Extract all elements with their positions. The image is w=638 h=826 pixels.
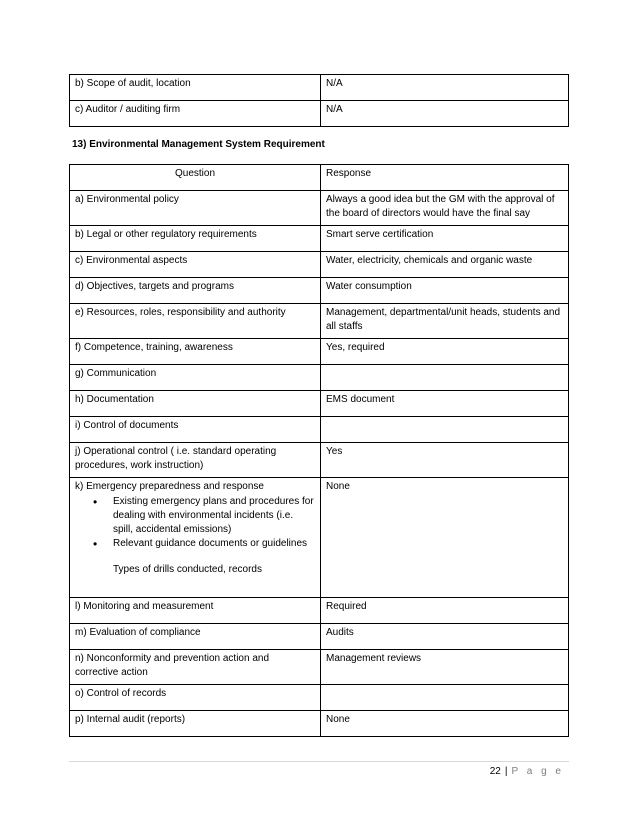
ems-requirement-table: [69, 164, 569, 737]
table-row: [70, 252, 569, 278]
table-row: [70, 391, 569, 417]
table-row: [70, 624, 569, 650]
question-cell: [70, 478, 321, 598]
table-row: [70, 278, 569, 304]
response-cell: [321, 685, 569, 711]
list-item: • Relevant guidance documents or guidelines: [113, 537, 315, 551]
response-cell: N/A: [321, 75, 569, 101]
question-cell: i) Control of documents: [70, 417, 321, 443]
table-row: [70, 650, 569, 685]
question-cell: a) Environmental policy: [70, 191, 321, 226]
page-number: 22: [489, 766, 501, 777]
response-cell: None: [321, 478, 569, 598]
response-cell: Water, electricity, chemicals and organic waste: [321, 252, 569, 278]
response-cell: Water consumption: [321, 278, 569, 304]
response-cell: [321, 365, 569, 391]
question-cell: b) Scope of audit, location: [70, 75, 321, 101]
list-item: • Existing emergency plans and procedures for dealing with environmental incidents (i.e. spill, accidental emissions): [113, 495, 315, 537]
response-cell: EMS document: [321, 391, 569, 417]
table-row: [70, 191, 569, 226]
response-header: Response: [321, 165, 569, 191]
table-row: [70, 711, 569, 737]
table-row: [70, 598, 569, 624]
question-cell: f) Competence, training, awareness: [70, 339, 321, 365]
question-cell: c) Environmental aspects: [70, 252, 321, 278]
table-row: [70, 443, 569, 478]
response-cell: Management, departmental/unit heads, students and all staffs: [321, 304, 569, 339]
table-row: [70, 685, 569, 711]
question-cell: p) Internal audit (reports): [70, 711, 321, 737]
question-cell: e) Resources, roles, responsibility and authority: [70, 304, 321, 339]
page-label: P a g e: [511, 766, 564, 777]
footer-divider: [69, 761, 569, 762]
response-cell: Smart serve certification: [321, 226, 569, 252]
question-cell: n) Nonconformity and prevention action and corrective action: [70, 650, 321, 685]
response-cell: Management reviews: [321, 650, 569, 685]
table-row: [70, 339, 569, 365]
drills-note: Types of drills conducted, records: [113, 564, 262, 575]
question-cell: c) Auditor / auditing firm: [70, 101, 321, 127]
table-row: [70, 417, 569, 443]
response-cell: Required: [321, 598, 569, 624]
emergency-question: k) Emergency preparedness and response: [75, 481, 264, 492]
section-title: 13) Environmental Management System Requirement: [72, 139, 325, 150]
table-row: [70, 304, 569, 339]
response-cell: None: [321, 711, 569, 737]
question-cell: j) Operational control ( i.e. standard operating procedures, work instruction): [70, 443, 321, 478]
emergency-bullet-list: [75, 495, 315, 551]
table-row: [70, 226, 569, 252]
table-row: [70, 75, 569, 101]
response-cell: N/A: [321, 101, 569, 127]
response-cell: Yes: [321, 443, 569, 478]
question-cell: b) Legal or other regulatory requirements: [70, 226, 321, 252]
response-cell: [321, 417, 569, 443]
page-footer: [490, 766, 564, 777]
table-row-emergency: [70, 478, 569, 598]
response-cell: Yes, required: [321, 339, 569, 365]
question-header: Question: [70, 165, 321, 191]
audit-info-table: [69, 74, 569, 127]
question-cell: l) Monitoring and measurement: [70, 598, 321, 624]
question-cell: h) Documentation: [70, 391, 321, 417]
table-row: [70, 101, 569, 127]
response-cell: Audits: [321, 624, 569, 650]
question-cell: d) Objectives, targets and programs: [70, 278, 321, 304]
footer-separator: |: [504, 766, 508, 777]
table-row: [70, 365, 569, 391]
table-header-row: [70, 165, 569, 191]
question-cell: g) Communication: [70, 365, 321, 391]
question-cell: m) Evaluation of compliance: [70, 624, 321, 650]
question-cell: o) Control of records: [70, 685, 321, 711]
response-cell: Always a good idea but the GM with the approval of the board of directors would have the final say: [321, 191, 569, 226]
